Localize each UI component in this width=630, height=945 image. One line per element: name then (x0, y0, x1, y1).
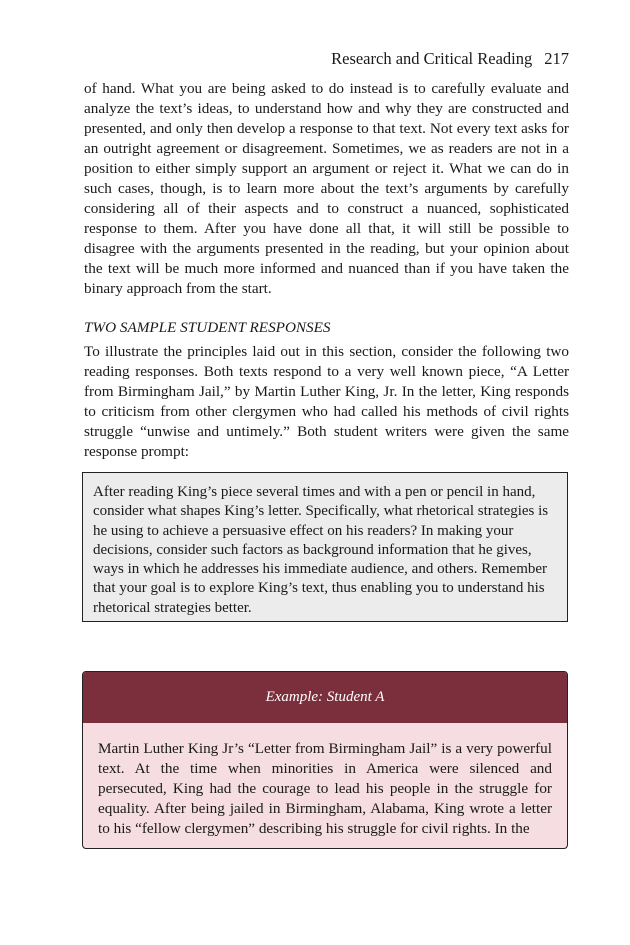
response-prompt-box (82, 472, 568, 622)
body-paragraph-2: To illustrate the principles laid out in this section, consider the following two reading responses. Both texts respond to a very well known piece, “A Letter from Birmingham Jail,” by Martin Luther King, Jr. In the letter, King responds to criticism from other clergymen who had called his methods of civil rights struggle “unwise and untimely.” Both student writers were given the same response prompt: (84, 343, 569, 460)
example-student-a-title: Example: Student A (83, 672, 567, 723)
example-student-a-box (82, 671, 568, 849)
running-head (84, 48, 569, 70)
body-paragraph-1: of hand. What you are being asked to do instead is to carefully evaluate and analyze the text’s ideas, to understand how and why they are constructed and presented, and only then develop a response to that text. Not every text asks for an outright agreement or disagreement. Sometimes, we as readers are not in a position to either simply support an argument or reject it. What we can do in such cases, though, is to learn more about the text’s arguments by carefully considering all of their aspects and to construct a nuanced, sophisticated response to them. After you have done all that, it will still be possible to disagree with the arguments presented in the reading, but your opinion about the text will be much more informed and nuanced than if you have taken the binary approach from the start. (84, 80, 569, 297)
page-number: 217 (544, 49, 569, 68)
running-head-title: Research and Critical Reading (331, 49, 533, 68)
section-heading: TWO SAMPLE STUDENT RESPONSES (84, 319, 331, 336)
response-prompt-text: After reading King’s piece several times and with a pen or pencil in hand, consider what shapes King’s letter. Specifically, what rhetorical strategies is he using to achieve a persuasive effect on his readers? In making your decisions, consider such factors as background information that he gives, ways in which he addresses his immediate audience, and others. Remember that your goal is to explore King’s text, thus enabling you to understand his rhetorical strategies better. (93, 484, 549, 616)
example-student-a-text: Martin Luther King Jr’s “Letter from Birmingham Jail” is a very powerful text. At the time when minorities in America were silenced and persecuted, King had the courage to lead his people in the struggle for equality. After being jailed in Birmingham, Alabama, King wrote a letter to his “fellow clergymen” describing his struggle for civil rights. In the (98, 740, 552, 837)
